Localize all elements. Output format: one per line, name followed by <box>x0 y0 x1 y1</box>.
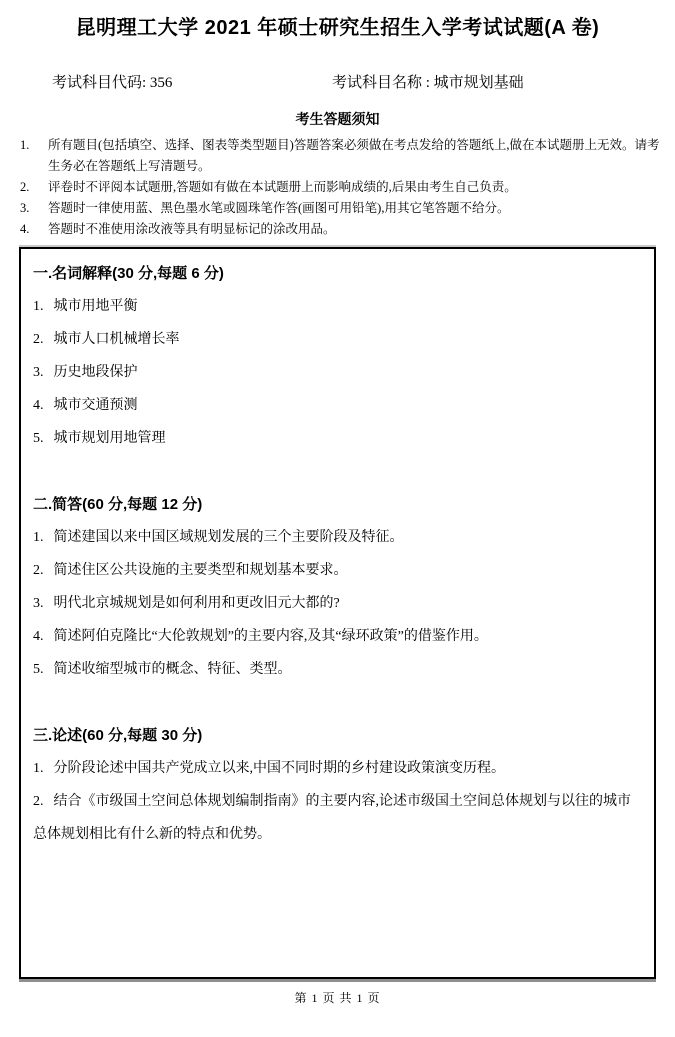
question-text: 城市交通预测 <box>53 398 138 413</box>
notice-item-number: 2. <box>20 180 30 194</box>
question-item <box>33 290 642 323</box>
section-heading: 一.名词解释(30 分,每题 6 分) <box>33 265 224 282</box>
subject-name <box>332 73 675 93</box>
question-text: 结合《市级国土空间总体规划编制指南》的主要内容,论述市级国土空间总体规划与以往的城市总体规划相比有什么新的特点和优势。 <box>33 794 631 842</box>
notice-item-text: 所有题目(包括填空、选择、图表等类型题目)答题答案必须做在考点发给的答题纸上,做在本试题册上无效。请考生务必在答题纸上写清题号。 <box>48 138 660 173</box>
question-item <box>33 521 642 554</box>
notice-item-text: 答题时一律使用蓝、黑色墨水笔或圆珠笔作答(画图可用铅笔),用其它笔答题不给分。 <box>48 201 510 215</box>
question-text: 简述建国以来中国区域规划发展的三个主要阶段及特征。 <box>53 530 404 545</box>
notice-item-text: 答题时不准使用涂改液等具有明显标记的涂改用品。 <box>48 222 336 236</box>
question-number: 2. <box>33 332 44 347</box>
section-short-answer <box>33 488 642 686</box>
notice-item <box>20 135 667 177</box>
question-text: 城市人口机械增长率 <box>53 332 180 347</box>
question-item <box>33 389 642 422</box>
page-title: 昆明理工大学 2021 年硕士研究生招生入学考试试题(A 卷) <box>75 17 600 39</box>
questions-box <box>19 247 656 979</box>
question-item <box>33 323 642 356</box>
question-item <box>33 554 642 587</box>
question-number: 1. <box>33 299 44 314</box>
exam-paper-page <box>0 14 675 1037</box>
notice-list <box>0 135 675 240</box>
question-number: 5. <box>33 431 44 446</box>
section-heading: 三.论述(60 分,每题 30 分) <box>33 727 203 744</box>
notice-item <box>20 219 667 240</box>
question-text: 简述收缩型城市的概念、特征、类型。 <box>53 662 292 677</box>
question-text: 简述阿伯克隆比“大伦敦规划”的主要内容,及其“绿环政策”的借鉴作用。 <box>53 629 488 644</box>
page-number-footer: 第 1 页 共 1 页 <box>294 991 381 1005</box>
notice-item-text: 评卷时不评阅本试题册,答题如有做在本试题册上而影响成绩的,后果由考生自己负责。 <box>48 180 517 194</box>
section-terms <box>33 257 642 455</box>
question-item <box>33 422 642 455</box>
subject-name-label: 考试科目名称 : <box>332 75 430 91</box>
question-text: 历史地段保护 <box>53 365 138 380</box>
question-number: 2. <box>33 794 44 809</box>
question-item <box>33 356 642 389</box>
question-item <box>33 620 642 653</box>
notice-item-number: 3. <box>20 201 30 215</box>
question-item <box>33 752 642 785</box>
question-number: 5. <box>33 662 44 677</box>
subject-name-value: 城市规划基础 <box>433 75 524 91</box>
question-text: 城市规划用地管理 <box>53 431 166 446</box>
question-number: 1. <box>33 530 44 545</box>
notice-item-number: 4. <box>20 222 30 236</box>
question-text: 分阶段论述中国共产党成立以来,中国不同时期的乡村建设政策演变历程。 <box>53 761 505 776</box>
section-essay <box>33 719 642 851</box>
subject-code-label: 考试科目代码: <box>52 75 147 91</box>
notice-item <box>20 198 667 219</box>
subject-code <box>52 73 332 93</box>
question-number: 4. <box>33 629 44 644</box>
question-number: 4. <box>33 398 44 413</box>
question-text: 简述住区公共设施的主要类型和规划基本要求。 <box>53 563 348 578</box>
section-heading: 二.简答(60 分,每题 12 分) <box>33 496 203 513</box>
notice-item <box>20 177 667 198</box>
question-number: 3. <box>33 365 44 380</box>
question-number: 2. <box>33 563 44 578</box>
question-text: 明代北京城规划是如何利用和更改旧元大都的? <box>53 596 340 611</box>
question-number: 3. <box>33 596 44 611</box>
question-item <box>33 587 642 620</box>
subject-code-value: 356 <box>149 75 173 91</box>
question-item <box>33 653 642 686</box>
question-number: 1. <box>33 761 44 776</box>
notice-item-number: 1. <box>20 138 30 152</box>
question-item <box>33 785 642 851</box>
question-text: 城市用地平衡 <box>53 299 138 314</box>
subject-info-row <box>0 73 675 93</box>
notice-title: 考生答题须知 <box>295 111 380 127</box>
